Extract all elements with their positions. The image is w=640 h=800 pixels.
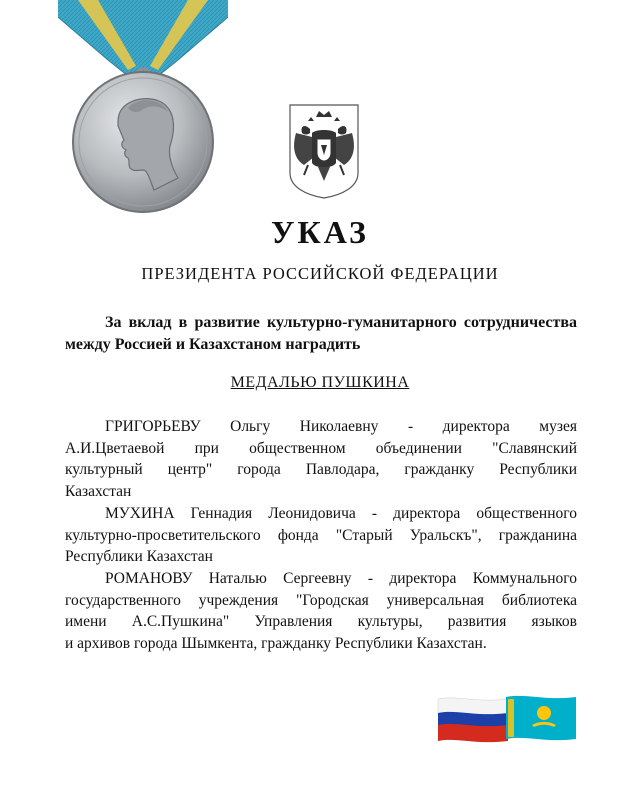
award-line: Республики Казахстан — [65, 548, 213, 565]
russia-flag-icon — [438, 698, 508, 742]
decree-title: УКАЗ — [271, 214, 369, 250]
award-line: и архивов города Шымкента, гражданку Республики Казахстан. — [65, 634, 487, 652]
preamble-line: За вклад в развитие культурно-гуманитарного сотрудничества — [105, 314, 577, 331]
decree-preamble — [65, 312, 577, 356]
preamble-line: между Россией и Казахстаном наградить — [65, 336, 361, 353]
award-name: МЕДАЛЬЮ ПУШКИНА — [230, 374, 410, 391]
award-recipient-1 — [65, 416, 577, 502]
russian-coat-of-arms-icon — [286, 103, 362, 199]
award-line: Казахстан — [65, 482, 132, 500]
pushkin-medal-icon — [58, 0, 228, 220]
decree-subtitle: ПРЕЗИДЕНТА РОССИЙСКОЙ ФЕДЕРАЦИИ — [141, 264, 499, 283]
kazakhstan-flag-icon — [506, 696, 576, 740]
award-line: А.И.Цветаевой при общественном объединении "Славянский — [65, 439, 577, 457]
award-line: имени А.С.Пушкина" Управления культуры, развития языков — [65, 613, 577, 630]
russia-kazakhstan-flags-icon — [436, 693, 578, 745]
award-line: государственного учреждения "Городская универсальная библиотека — [65, 591, 577, 609]
award-line: МУХИНА Геннадия Леонидовича - директора общественного — [105, 505, 577, 522]
award-recipient-2 — [65, 503, 577, 568]
award-line: культурно-просветительского фонда "Старый Уральскъ", гражданина — [65, 526, 577, 544]
award-line: РОМАНОВУ Наталью Сергеевну - директора Коммунального — [105, 570, 577, 587]
award-recipient-3 — [65, 568, 577, 654]
award-line: культурный центр" города Павлодара, гражданку Республики — [65, 461, 577, 478]
award-line: ГРИГОРЬЕВУ Ольгу Николаевну - директора музея — [105, 418, 577, 435]
